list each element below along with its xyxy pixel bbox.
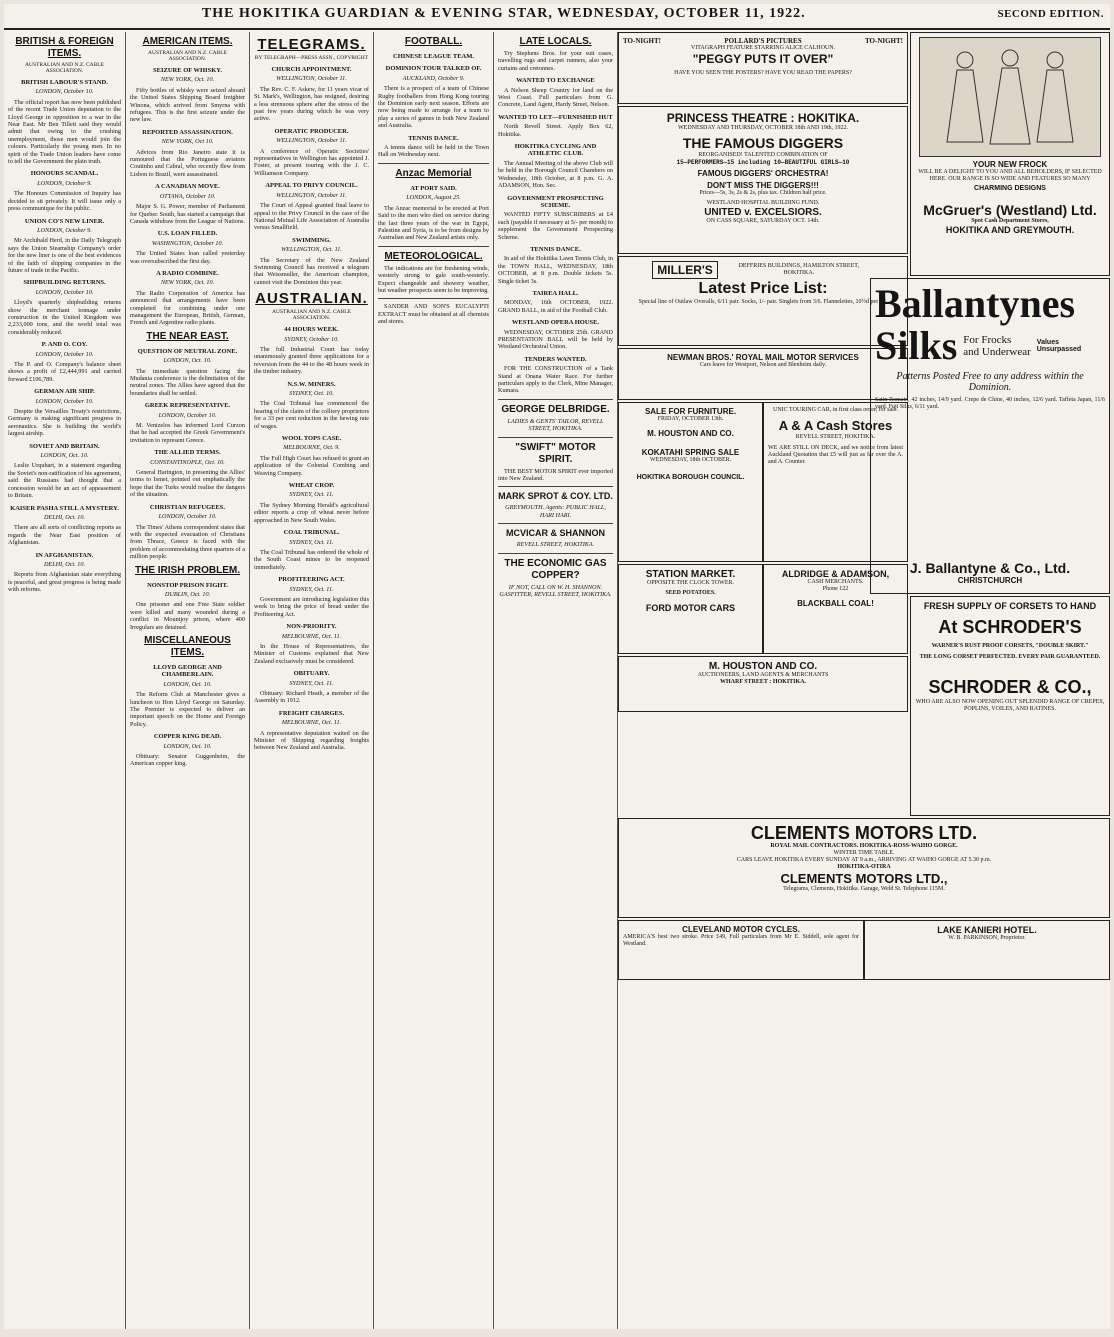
ad-lake-title: LAKE KANIERI HOTEL.	[937, 925, 1037, 935]
ad-ford-cars: FORD MOTOR CARS	[645, 603, 736, 613]
story-body: The official report has now been published of the recent Trade Union deputation to the Lloyd George in opposition to a war in the Near East. Mr Ben Tillett said they would admit that owing to the crushing unemployment, those men would join the colours. Particularly the young men. In no spirit of the Trade Union leaders have come to tell the Government the plain truth.	[8, 98, 121, 166]
story-body: The immediate question facing the Mudania conference is the delimitation of the neutral zones. The Allies have agreed that the boundaries shall be settled.	[130, 367, 245, 397]
story-title: KAISER PASHA STILL A MYSTERY.	[10, 504, 119, 512]
ad-diggers-note: DON'T MISS THE DIGGERS!!!	[707, 181, 819, 190]
story-body: A tennis dance will be held in the Town Hall on Wednesday next.	[378, 144, 489, 159]
story-body: The Coal Tribunal has ordered the whole of the South Coast mines to be reopened immediately.	[254, 548, 369, 571]
ad-aldridge-sub: CASH MERCHANTS.	[807, 579, 864, 585]
notice-body: FOR THE CONSTRUCTION of a Tank Stand at Onana Water Race. For further particulars apply to the Clerk, Mine Manager, Kumara.	[498, 365, 613, 395]
story-title: SHIPBUILDING RETURNS.	[23, 279, 106, 287]
story-body: Mr Archibald Herd, in the Daily Telegraph says the Union Steamship Company's order for the new liner is one of the best evidences of the faith of shipping companies in the future of trade in the Pacific.	[8, 237, 121, 274]
story-body: Lloyd's quarterly shipbuilding returns show the merchant tonnage under construction in the United Kingdom was 2,233,000 tons, and the world total was considerably reduced.	[8, 299, 121, 336]
story-body: Government are introducing legislation this week to bring the price of bread under the Profiteering Act.	[254, 595, 369, 618]
ad-building-fund: WESTLAND HOSPITAL BUILDING FUND.	[706, 200, 820, 206]
story-body: The Reform Club at Manchester gives a luncheon to Hon Lloyd George on Saturday. The Premier is expected to deliver an important speech on the Home and Foreign Policy.	[130, 691, 245, 728]
ad-acash-body: WE ARE STILL ON DECK, and we notice from latest Auckland Quotation that £5 will just as far over the A. and A. Counter.	[768, 445, 903, 465]
ad-lake-proprietor: W. B. PARKINSON, Proprietor.	[948, 935, 1026, 941]
ad-tonight-right: TO-NIGHT!	[865, 37, 903, 45]
ad-diggers-performers: 15—PERFORMERS—15 including 10—BEAUTIFUL GIRLS—10	[676, 159, 850, 166]
story-dateline: LONDON, Oct. 10.	[163, 742, 212, 750]
story-title: SEIZURE OF WHISKY.	[153, 67, 222, 74]
ad-newman-bros	[618, 348, 908, 400]
ad-peggy-title: "PEGGY PUTS IT OVER"	[692, 52, 834, 66]
ad-ballantynes-title: Ballantynes	[875, 281, 1076, 326]
story-dateline: WELLINGTON, October 11.	[276, 75, 347, 83]
ad-kokatahi-title: KOKATAHI SPRING SALE	[641, 448, 740, 457]
ad-gas-copper-sub: IF NOT, CALL ON W. H. SHANNON. GASFITTER, REVELL STREET, HOKITIKA.	[499, 583, 612, 599]
story-body: A representative deputation waited on the Minister of Shipping regarding freights between New Zealand and Australia.	[254, 729, 369, 752]
ad-mcgruer-charm: CHARMING DESIGNS	[974, 185, 1046, 192]
ad-princess-theatre	[618, 106, 908, 254]
ad-swift-body: THE BEST MOTOR SPIRIT ever imported into New Zealand.	[498, 467, 613, 483]
story-title: OBITUARY.	[293, 670, 330, 678]
story-body: Reports from Afghanistan state everything is peaceful, and great progress is being made with reforms.	[8, 571, 121, 594]
ad-clements-otira: HOKITIKA-OTIRA	[837, 864, 891, 870]
story-title: HONOURS SCANDAL.	[30, 170, 99, 178]
ad-diggers-orchestra: FAMOUS DIGGERS' ORCHESTRA!	[697, 169, 829, 178]
ad-pollards-title: POLLARD'S PICTURES	[724, 37, 802, 45]
story-body: The Full High Court has refused to grant an application of the Colonial Combing and Weaving Company.	[254, 454, 369, 477]
story-body: One prisoner and one Free State soldier were killed and many wounded during a conflict in Mountjoy prison, where 400 Irregulars are detained.	[130, 601, 245, 631]
ad-schroder-title: At SCHRODER'S	[938, 617, 1082, 637]
story-title: LLOYD GEORGE AND CHAMBERLAIN.	[153, 663, 222, 679]
ad-values: Values Unsurpassed	[1036, 339, 1082, 353]
story-dateline: WELLINGTON, Oct. 11.	[281, 246, 342, 254]
story-body: There are all sorts of conflicting reports as regards the Near East position of Afghanistan.	[8, 524, 121, 547]
ad-mcgruers	[910, 32, 1110, 276]
ad-tonight-left: TO-NIGHT!	[623, 37, 661, 45]
story-subtitle: DOMINION TOUR TALKED OF.	[385, 65, 482, 73]
story-dateline: DELHI, Oct. 10.	[43, 513, 86, 521]
ad-united-sub: ON CASS SQUARE, SATURDAY OCT. 14th.	[706, 218, 820, 224]
story-title: THE ALLIED TERMS.	[154, 449, 221, 457]
divider	[378, 163, 489, 164]
ad-mcgruer-sub: Spot Cash Department Stores,	[971, 218, 1049, 224]
column-heading: FOOTBALL.	[404, 36, 463, 47]
ad-mcgruer-title: McGruer's (Westland) Ltd.	[923, 202, 1097, 218]
ad-corset-warning: WARNER'S RUST PROOF CORSETS, "DOUBLE SKIRT."	[931, 643, 1089, 649]
ad-cleveland-body: AMERICA'S best two stroke. Price £49, Full particulars from Mr E. Siddell, sole agent for Westland.	[623, 934, 859, 947]
story-title: NON-PRIORITY.	[286, 623, 337, 631]
story-title: NONSTOP PRISON FIGHT.	[147, 581, 228, 589]
ad-millers-title: MILLER'S	[652, 261, 718, 279]
column-late-locals	[494, 32, 618, 1329]
story-body: In the House of Representatives, the Minister of Customs explained that New Zealand exclusively must be considered.	[254, 642, 369, 665]
ad-clements-title: CLEMENTS MOTORS LTD.	[750, 823, 978, 843]
story-body: There is a prospect of a team of Chinese Rugby footballers from Hong Kong touring the Dominion early next season. Efforts are now being made to arrange for a team to play a series of games in both New Zealand and Australia.	[378, 85, 489, 130]
ad-schroder2-title: SCHRODER & CO.,	[928, 677, 1092, 697]
story-body: The Secretary of the New Zealand Swimming Council has received a telegram that Weissmuller, the American champion, cannot visit the Dominion this year.	[254, 256, 369, 286]
ad-delbridge-title: GEORGE DELBRIDGE.	[501, 403, 610, 415]
ad-aldridge-title: ALDRIDGE & ADAMSON,	[781, 569, 890, 579]
story-dateline: WASHINGTON, October 10.	[151, 239, 224, 247]
story-title: CHURCH APPOINTMENT.	[271, 66, 352, 73]
story-dateline: SYDNEY, October 10.	[284, 335, 339, 343]
masthead	[4, 4, 1110, 30]
story-dateline: WELLINGTON, October 11.	[276, 137, 347, 145]
story-title: A RADIO COMBINE.	[156, 269, 219, 277]
story-body: The United States loan called yesterday was oversubscribed the first day.	[130, 250, 245, 265]
story-title: GREEK REPRESENTATIVE.	[144, 402, 231, 410]
story-title: TENNIS DANCE.	[408, 134, 459, 142]
ad-cleveland-title: CLEVELAND MOTOR CYCLES.	[682, 925, 800, 934]
column-subheading: AUSTRALIAN AND N.Z. CABLE ASSOCIATION.	[25, 62, 104, 74]
story-body: The Times' Athens correspondent states that with the expected evacuation of Christians from Thrace, Greece is faced with the problem of accommodating three quarters of a million people.	[130, 523, 245, 561]
column-heading: LATE LOCALS.	[519, 36, 592, 47]
ad-station-sub: OPPOSITE THE CLOCK TOWER.	[646, 580, 734, 586]
story-title: U.S. LOAN FILLED.	[157, 230, 218, 238]
ad-millers	[618, 256, 908, 346]
ad-station-market	[618, 564, 763, 654]
ad-ballantynes	[870, 278, 1110, 594]
ad-schroders-corsets	[910, 596, 1110, 816]
story-dateline: SYDNEY, Oct. 11.	[289, 679, 334, 687]
advertisements	[618, 32, 1110, 1329]
story-body: Obituary: Richard Heath, a member of the Assembly in 1912.	[254, 690, 369, 705]
story-body: The Honours Commission of Inquiry has decided to sit privately. It will issue only a press communique for the public.	[8, 190, 121, 213]
ad-station-title: STATION MARKET.	[645, 569, 736, 580]
ad-christchurch: CHRISTCHURCH	[957, 576, 1023, 585]
ad-clements-sub: ROYAL MAIL CONTRACTORS. HOKITIKA-ROSS-WAIHO GORGE.	[770, 843, 958, 849]
ad-swift-title: "SWIFT" MOTOR SPIRIT.	[515, 441, 596, 465]
story-title: WOOL TOPS CASE.	[281, 435, 342, 443]
ad-blackball-coal: BLACKBALL COAL!	[797, 599, 874, 608]
column-american	[126, 32, 250, 1329]
ad-clements2-sub: Telegrams, Clements, Hokitika. Garage, Weld St. Telephone 115M.	[783, 886, 945, 892]
story-dateline: MELBOURNE, Oct. 11.	[281, 719, 342, 727]
story-body: The indications are for freshening winds, westerly strong to gale south-westerly. Expect changeable and showery weather, but weather prospects seem to be improving.	[378, 264, 489, 294]
story-title: SWIMMING.	[292, 236, 331, 244]
masthead-title: THE HOKITIKA GUARDIAN & EVENING STAR, WEDNESDAY, OCTOBER 11, 1922.	[201, 6, 806, 21]
story-dateline: DELHI, Oct. 10.	[43, 560, 86, 568]
notice-body: A Nelson Sheep Country for land on the West Coast. Full particulars from G. Concrete, Land Agent, Hardy Street, Nelson.	[498, 86, 613, 109]
ad-mcvicar-sub: REVELL STREET, HOKITIKA.	[516, 541, 595, 549]
ad-mcgruer-loc: HOKITIKA AND GREYMOUTH.	[945, 225, 1075, 235]
ad-frock-caption: YOUR NEW FROCK	[972, 160, 1048, 169]
ad-sprot-sub: GREYMOUTH. Agents: PUBLIC HALL, HARI HARI.	[505, 504, 606, 519]
ad-silks-list: Satin Romain, 42 inches, 14/9 yard. Crepe de Chine, 40 inches, 12/6 yard. Taffeta Japan, 11/6 yard. Fuji Silks, 6/11 yard.	[875, 397, 1105, 410]
story-title: WHEAT CROP.	[288, 482, 335, 490]
ad-peggy-sub: VITAGRAPH FEATURE STARRING ALICE CALHOUN.	[690, 45, 836, 51]
story-title: REPORTED ASSASSINATION.	[142, 128, 233, 136]
notice-title: WANTED TO LET—FURNISHED HUT	[498, 113, 613, 121]
ad-aldridge-phone: Phone 122	[822, 586, 849, 592]
story-body: Despite the Versailles Treaty's restrictions, Germany is making significant progress in aeronautics. She is building the world's largest airship.	[8, 408, 121, 438]
ad-sale-furniture	[618, 402, 763, 562]
story-dateline: LONDON, Oct. 10.	[163, 357, 212, 365]
story-dateline: NEW YORK, Oct 10.	[161, 138, 214, 146]
notice-title: TENDERS WANTED.	[524, 355, 587, 363]
notice-body: The Annual Meeting of the above Club will be held in the Borough Council Chambers on Wednesday, 18th October, at 8 p.m. G. A. ADAMSON, Hon. Sec.	[498, 159, 613, 190]
edition-label: SECOND EDITION.	[997, 8, 1104, 20]
ad-delbridge-sub: LADIES & GENTS' TAILOR, REVELL STREET, HOKITIKA.	[507, 417, 604, 433]
story-dateline: LONDON, October 10.	[35, 397, 94, 405]
ad-houston2-sub: AUCTIONEERS, LAND AGENTS & MERCHANTS	[697, 672, 829, 678]
ad-houston-agents	[618, 656, 908, 712]
story-title: FREIGHT CHARGES.	[278, 709, 345, 717]
ad-united-match: UNITED v. EXCELSIORS.	[704, 207, 822, 218]
ad-clements-times: WINTER TIME TABLE.	[833, 850, 895, 856]
story-dateline: DUBLIN, Oct. 10.	[164, 590, 211, 598]
ad-princess-title: PRINCESS THEATRE : HOKITIKA.	[666, 111, 860, 125]
notice-title: GOVERNMENT PROSPECTING SCHEME.	[507, 194, 604, 209]
story-dateline: LONDON, August 25.	[406, 194, 461, 202]
ad-acash-title: A & A Cash Stores	[778, 418, 893, 433]
notice-title: TENNIS DANCE.	[530, 245, 581, 253]
ad-houston2-title: M. HOUSTON AND CO.	[708, 661, 818, 672]
ad-corset-tagline: THE LONG CORSET PERFECTED. EVERY PAIR GUARANTEED.	[919, 654, 1101, 660]
notice-title: HOKITIKA CYCLING AND ATHLETIC CLUB.	[514, 143, 597, 158]
section-heading-meteorological: METEOROLOGICAL.	[384, 250, 483, 262]
story-body: The Coal Tribunal has commenced the hearing of the claim of the colliery proprietors for a 33 per cent reduction in the hewing rate of wages.	[254, 400, 369, 430]
ad-mcgruer-body: WILL BE A DELIGHT TO YOU AND ALL BEHOLDERS, IF SELECTED HERE. OUR RANGE IS SO WIDE AND FEATURES SO MANY	[918, 169, 1102, 182]
ad-gas-copper-title: THE ECONOMIC GAS COPPER?	[504, 557, 607, 581]
notice-title: TAIREA HALL.	[532, 289, 579, 297]
ad-borough-council: HOKITIKA BOROUGH COUNCIL.	[636, 474, 745, 481]
ad-houston-wharf: WHARF STREET : HOKITIKA.	[719, 679, 806, 685]
ad-diggers-title: THE FAMOUS DIGGERS	[682, 135, 844, 151]
story-title: CHINESE LEAGUE TEAM.	[393, 53, 474, 60]
story-dateline: LONDON, October 10.	[158, 513, 217, 521]
section-heading-australian: AUSTRALIAN.	[255, 290, 368, 308]
story-title: 44 HOURS WEEK.	[284, 326, 339, 334]
ad-pollards	[618, 32, 908, 104]
story-body: Try Stephens Bros. for your suit cases, travelling rugs and carpet runners, also your curtains and cretonnes.	[498, 50, 613, 72]
story-dateline: LONDON, Oct. 10.	[163, 680, 212, 688]
story-body: A conference of Operatic Societies' representatives in Wellington has appointed J. Foster, at present touring with the J. C. Williamson Company.	[254, 147, 369, 177]
ad-latest-body: Special line of Outlaw Overalls, 6/11 pair. Socks, 1/- pair. Singlets from 3/6. Flannelettes, 10½d per yd.	[638, 299, 888, 305]
column-heading: BRITISH & FOREIGN ITEMS.	[15, 36, 114, 59]
story-dateline: SYDNEY, Oct. 11.	[289, 491, 334, 499]
divider	[378, 246, 489, 247]
ad-corsets-title: FRESH SUPPLY OF CORSETS TO HAND	[923, 601, 1097, 611]
ad-clements-motors	[618, 818, 1110, 918]
column-heading: TELEGRAMS.	[257, 36, 366, 53]
ad-cleveland	[618, 920, 864, 980]
story-title: OPERATIC PRODUCER.	[274, 127, 349, 135]
story-title: BRITISH LABOUR'S STAND.	[21, 79, 108, 86]
story-dateline: MELBOURNE, Oct. 11.	[281, 632, 342, 640]
story-body: The full Industrial Court has today unanimously granted three applications for a reversion from the 44 to the 48 hours week in the timber industry.	[254, 345, 369, 376]
story-title: A CANADIAN MOVE.	[155, 183, 220, 191]
story-title: AT PORT SAID.	[410, 184, 457, 192]
story-dateline: LONDON, October 9.	[37, 179, 92, 187]
ad-sale-title: SALE FOR FURNITURE.	[644, 407, 737, 416]
section-heading-near-east: THE NEAR EAST.	[146, 330, 229, 342]
story-title: IN AFGHANISTAN.	[35, 551, 94, 559]
ad-kokatahi-date: WEDNESDAY, 18th OCTOBER.	[649, 457, 732, 463]
story-body: SANDER AND SON'S EUCALYPTI EXTRACT must be obtained at all chemists and stores.	[378, 303, 489, 326]
ad-for-frocks: For Frocks	[963, 334, 1012, 346]
story-dateline: LONDON, October 9.	[37, 226, 92, 234]
divider	[498, 486, 613, 487]
story-body: Obituary: Senator Guggenheim, the American copper king.	[130, 753, 245, 768]
ad-clements-body: CARS LEAVE HOKITIKA EVERY SUNDAY AT 9 a.m., ARRIVING AT WAIHO GORGE AT 5.30 p.m.	[736, 857, 992, 863]
story-body: The Radio Corporation of America has announced that arrangements have been completed for combining under one management the European, British, German, French and Argentine radio plants.	[130, 289, 245, 327]
ad-silks: Silks	[875, 323, 958, 368]
divider	[498, 523, 613, 524]
story-dateline: LONDON, October 10.	[158, 411, 217, 419]
column-football	[374, 32, 494, 1329]
notice-body: WANTED FIFTY SUBSCRIBERS at £4 each (payable if necessary at 5/- per month) to supplement the Government Prospecting Scheme.	[498, 211, 613, 241]
story-dateline: LONDON, Oct. 10.	[40, 452, 89, 460]
story-body: The P. and O. Company's balance sheet shows a profit of £2,444,991 and carried forward £106,789.	[8, 361, 121, 383]
story-body: The Rev. C. F. Askew, for 11 years vicar of St. Mark's, Wellington, has resigned, desiring a less strenuous sphere after the stress of the past few years during which he was very active.	[254, 85, 369, 123]
ad-sale-date: FRIDAY, OCTOBER 13th.	[657, 416, 724, 422]
story-title: CHRISTIAN REFUGEES.	[149, 503, 226, 511]
story-body: General Harington, in presenting the Allies' terms to Ismet, pointed out emphatically the hope that the Turks would realise the dangers of the situation.	[130, 469, 245, 499]
column-subheading: BY TELEGRAPH—PRESS ASSN., COPYRIGHT	[254, 55, 369, 61]
divider	[498, 437, 613, 438]
ad-sprot-title: MARK SPROT & COY. LTD.	[498, 491, 613, 502]
ad-millers-sub: DEFFRIES BUILDINGS, HAMILTON STREET, HOKITIKA.	[738, 263, 859, 276]
column-subheading: AUSTRALIAN AND N.Z. CABLE ASSOCIATION.	[148, 50, 227, 62]
story-dateline: NEW YORK, Oct. 10.	[160, 279, 215, 287]
story-title: QUESTION OF NEUTRAL ZONE.	[137, 347, 238, 355]
section-heading-irish: THE IRISH PROBLEM.	[134, 564, 240, 576]
story-body: Fifty bottles of whisky were seized aboard the United States Shipping Board freighter Winona, which arrived from Smyrna with refugees. This is the first seizure under the new law.	[130, 86, 245, 124]
story-dateline: LONDON, October 10.	[35, 288, 94, 296]
ad-princess-dates: WEDNESDAY AND THURSDAY, OCTOBER 18th AND 19th, 1922.	[677, 125, 849, 131]
ad-patterns: Patterns Posted Free to any address within the Dominion.	[896, 371, 1084, 393]
column-subheading: AUSTRALIAN AND N.Z. CABLE ASSOCIATION.	[272, 309, 351, 322]
story-body: The Anzac memorial to be erected at Port Said to the men who died on service during the last three years of the war in Egypt, Palestine and Syria, is to be from designs by Australian and New Zealand artists only.	[378, 204, 489, 242]
ad-diggers-price: Prices—5s, 3s, 2s & 2s, plus tax. Children half price.	[699, 190, 827, 196]
story-title: PROFITEERING ACT.	[278, 576, 345, 584]
ad-clements2-title: CLEMENTS MOTORS LTD.,	[780, 871, 948, 886]
story-title: SOVIET AND BRITAIN.	[29, 442, 100, 450]
story-body: Advices from Rio Janeiro state it is rumoured that the Portuguese aviators Coutinho and Cabral, who recently flew from Lisbon to Brazil, were assassinated.	[130, 148, 245, 178]
story-dateline: CONSTANTINOPLE, Oct. 10.	[150, 458, 225, 466]
ad-seed-potatoes: SEED POTATOES.	[665, 590, 716, 596]
notice-body: MONDAY, 16th OCTOBER, 1922. GRAND BALL, in aid of the Football Club.	[498, 299, 613, 314]
ad-schroder2-sub: WHO ARE ALSO NOW OPENING OUT SPLENDID RANGE OF CREPES, POPLINS, VOILES, AND RATINES.	[915, 699, 1105, 712]
story-title: N.S.W. MINERS.	[287, 380, 336, 388]
story-title: COPPER KING DEAD.	[153, 733, 222, 741]
ad-ballantyne-co: J. Ballantyne & Co., Ltd.	[909, 560, 1071, 576]
column-heading: AMERICAN ITEMS.	[142, 36, 233, 47]
column-telegrams	[250, 32, 374, 1329]
story-dateline: WELLINGTON, October 11.	[276, 191, 347, 199]
story-dateline: AUCKLAND, October 9.	[402, 74, 465, 82]
story-title: APPEAL TO PRIVY COUNCIL.	[265, 182, 358, 190]
divider	[498, 399, 613, 400]
story-dateline: SYDNEY, Oct. 11.	[289, 585, 334, 593]
ad-newman-title: NEWMAN BROS.' ROYAL MAIL MOTOR SERVICES	[667, 353, 859, 362]
section-heading-misc: MISCELLANEOUS ITEMS.	[144, 634, 231, 658]
story-body: The Sydney Morning Herald's agricultural editor reports a crop of wheat never before approached in New South Wales.	[254, 501, 369, 524]
section-heading-anzac: Anzac Memorial	[395, 167, 472, 179]
story-dateline: MELBOURNE, Oct. 9.	[283, 444, 340, 452]
story-dateline: LONDON, October 10.	[35, 350, 94, 358]
ad-latest-price-list: Latest Price List:	[698, 280, 828, 297]
divider	[498, 553, 613, 554]
story-dateline: NEW YORK, Oct. 10.	[160, 76, 215, 84]
column-british-foreign	[4, 32, 126, 1329]
newspaper-page	[4, 4, 1110, 1329]
frock-illustration	[919, 37, 1101, 157]
story-title: GERMAN AIR SHIP.	[34, 388, 95, 396]
story-title: UNION CO'S NEW LINER.	[24, 217, 105, 225]
ad-lake-kanieri	[864, 920, 1110, 980]
divider	[378, 298, 489, 299]
ad-posters: HAVE YOU SEEN THE POSTERS? HAVE YOU READ THE PAPERS?	[674, 70, 852, 76]
notice-title: WESTLAND OPERA HOUSE.	[511, 319, 600, 327]
story-dateline: SYDNEY, Oct. 11.	[289, 538, 334, 546]
ad-acash-sub: REVELL STREET, HOKITIKA.	[795, 434, 876, 440]
notice-body: In aid of the Hokitika Lawn Tennis Club, in the TOWN HALL, WEDNESDAY, 18th OCTOBER, at 8 p.m. Double tickets 5s. Single ticket 3s.	[498, 255, 613, 285]
notice-title: WANTED TO EXCHANGE	[516, 77, 595, 85]
story-body: M. Venizelos has informed Lord Curzon that he had accepted the Greek Government's invitation to represent Greece.	[130, 422, 245, 444]
ad-mcvicar-title: MCVICAR & SHANNON	[506, 528, 605, 539]
columns	[4, 32, 1110, 1329]
story-dateline: OTTAWA, October 10.	[159, 192, 216, 200]
story-body: Major S. G. Power, member of Parliament for Quebec South, has started a campaign that Canada withdraw from the League of Nations.	[130, 203, 245, 225]
notice-body: North Revell Street. Apply Box 62, Hokitika.	[498, 123, 613, 138]
ad-underwear: and Underwear	[963, 346, 1031, 358]
frock-drawing-icon	[925, 42, 1095, 152]
story-dateline: LONDON, October 10.	[35, 88, 94, 96]
ad-unic-car: UNIC TOURING CAR, in first class order, for sale.	[772, 407, 899, 413]
story-dateline: SYDNEY, Oct. 10.	[289, 390, 334, 397]
ad-diggers-sub: REORGANISED! TALENTED COMBINATION OF	[698, 152, 828, 158]
story-body: The Court of Appeal granted final leave to appeal to the Privy Council in the case of the National Mutual Life Association of Australia versus Smallfield.	[254, 202, 369, 232]
story-title: P. AND O. COY.	[41, 341, 88, 349]
notice-body: WEDNESDAY, OCTOBER 25th. GRAND PRESENTATION BALL will be held by Westland Orchestral Union.	[498, 328, 613, 351]
story-title: COAL TRIBUNAL.	[283, 529, 340, 537]
ad-houston-name: M. HOUSTON AND CO.	[647, 429, 734, 438]
story-body: Leslie Urquhart, in a statement regarding the Soviet's non-ratification of his agreement, said the Russians had thought that a concession would be an act of appeasement to Britain.	[8, 462, 121, 500]
ad-newman-body: Cars leave for Westport, Nelson and Blenheim daily.	[699, 362, 827, 368]
